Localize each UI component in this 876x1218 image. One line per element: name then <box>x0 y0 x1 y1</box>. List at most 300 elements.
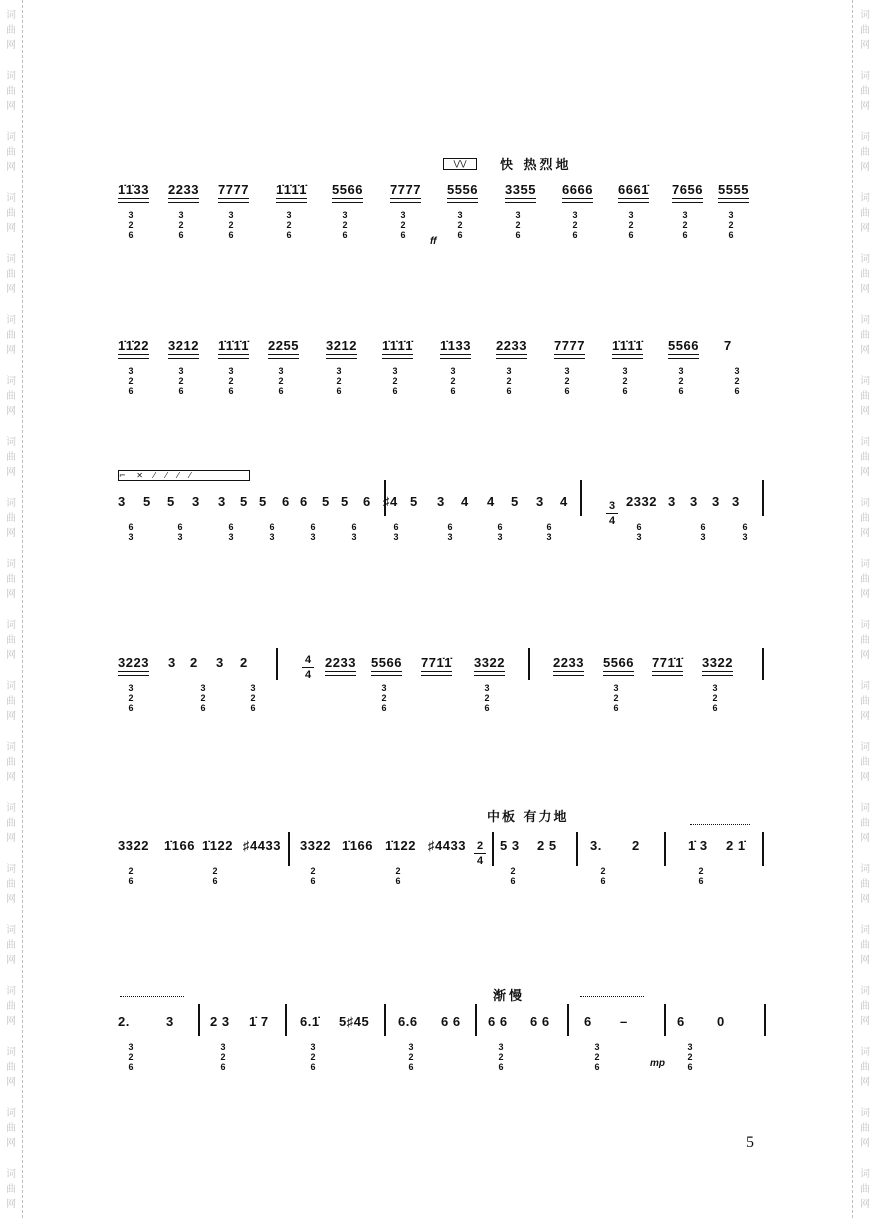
watermark-char: 曲 <box>6 513 16 524</box>
note-group <box>168 182 199 203</box>
watermark-char: 词 <box>6 1108 16 1119</box>
note-group <box>300 1014 320 1029</box>
watermark-char: 词 <box>6 132 16 143</box>
watermark-char: 曲 <box>6 696 16 707</box>
time-signature-bottom: 4 <box>304 669 312 681</box>
harmony-stack: 3 2 6 <box>628 210 634 240</box>
note-text: 2 3 <box>210 1014 230 1029</box>
right-watermark-column <box>856 0 874 1218</box>
harmony-stack: 6 3 <box>310 522 316 542</box>
note-group <box>118 182 149 203</box>
note-group <box>500 838 520 853</box>
bowing-bracket-icon: ⌐ ✕ ⁄ ⁄ ⁄ ⁄ <box>118 470 250 481</box>
note-text: 2233 <box>496 338 527 353</box>
note-text: 3 <box>166 1014 174 1029</box>
harmony-stack: 2 6 <box>310 866 316 886</box>
watermark-char: 曲 <box>6 452 16 463</box>
beam-underline <box>505 198 536 203</box>
beam-underline <box>118 198 149 203</box>
barline <box>285 1004 287 1036</box>
barline <box>764 1004 766 1036</box>
note-text: 3 <box>118 494 126 509</box>
note-text: 6 6 <box>530 1014 550 1029</box>
note-text: 3212 <box>326 338 357 353</box>
note-text: 5566 <box>371 655 402 670</box>
harmony-stack: 3 2 6 <box>178 210 184 240</box>
watermark-char: 网 <box>6 1138 16 1149</box>
note-text: 6 <box>677 1014 685 1029</box>
watermark-char: 词 <box>860 925 870 936</box>
beam-underline <box>218 198 249 203</box>
note-group <box>240 655 248 670</box>
harmony-stack: 3 2 6 <box>220 1042 226 1072</box>
note-group <box>461 494 469 509</box>
watermark-char: 词 <box>6 803 16 814</box>
note-group <box>341 494 349 509</box>
note-group <box>536 494 544 509</box>
note-text: 3355 <box>505 182 536 197</box>
barline <box>762 480 764 516</box>
harmony-stack: 6 3 <box>636 522 642 542</box>
note-text: 5566 <box>668 338 699 353</box>
harmony-stack: 2 6 <box>698 866 704 886</box>
watermark-char: 网 <box>6 528 16 539</box>
harmony-stack: 2 6 <box>212 866 218 886</box>
note-text: 6 <box>300 494 308 509</box>
watermark-char: 曲 <box>6 25 16 36</box>
note-group <box>440 338 471 359</box>
harmony-stack: 3 2 6 <box>128 366 134 396</box>
beam-underline <box>325 671 356 676</box>
watermark-char: 网 <box>6 406 16 417</box>
watermark-char: 曲 <box>860 757 870 768</box>
harmony-stack: 3 2 6 <box>250 683 256 713</box>
note-group <box>210 1014 230 1029</box>
beam-underline <box>168 354 199 359</box>
watermark-char: 网 <box>860 772 870 783</box>
note-group <box>276 182 307 203</box>
note-text: 7 <box>724 338 732 353</box>
note-group <box>190 655 198 670</box>
note-text: 1̇122 <box>202 838 233 853</box>
harmony-stack: 3 2 6 <box>200 683 206 713</box>
time-signature <box>606 500 618 527</box>
watermark-char: 词 <box>860 620 870 631</box>
watermark-char: 词 <box>860 681 870 692</box>
watermark-char: 网 <box>860 40 870 51</box>
harmony-stack: 3 2 6 <box>457 210 463 240</box>
watermark-char: 词 <box>860 559 870 570</box>
watermark-char: 曲 <box>6 1184 16 1195</box>
watermark-char: 网 <box>6 589 16 600</box>
watermark-char: 曲 <box>6 391 16 402</box>
watermark-char: 曲 <box>860 330 870 341</box>
time-signature-rule <box>302 667 314 668</box>
beam-underline <box>421 671 452 676</box>
note-group <box>537 838 557 853</box>
note-group <box>385 838 416 853</box>
beam-underline <box>382 354 413 359</box>
note-text: 1̇ 7 <box>249 1014 269 1029</box>
note-group <box>282 494 290 509</box>
note-text: 5 <box>143 494 151 509</box>
harmony-stack: 6 3 <box>447 522 453 542</box>
beam-underline <box>168 198 199 203</box>
watermark-char: 网 <box>860 894 870 905</box>
note-group <box>168 655 176 670</box>
watermark-char: 网 <box>860 284 870 295</box>
watermark-char: 词 <box>6 193 16 204</box>
note-text: 3 <box>437 494 445 509</box>
note-group <box>672 182 703 203</box>
note-text: 2332 <box>626 494 657 509</box>
note-group <box>554 338 585 359</box>
note-text: 1̇166 <box>164 838 195 853</box>
note-group <box>322 494 330 509</box>
beam-underline <box>553 671 584 676</box>
note-group <box>668 494 676 509</box>
note-text: 0 <box>717 1014 725 1029</box>
tempo-marking: 快 热烈地 <box>500 158 572 173</box>
watermark-char: 词 <box>6 559 16 570</box>
watermark-char: 词 <box>6 71 16 82</box>
note-group <box>325 655 356 676</box>
harmony-stack: 3 2 6 <box>613 683 619 713</box>
harmony-stack: 3 2 6 <box>392 366 398 396</box>
note-group <box>421 655 452 676</box>
time-signature-top: 3 <box>608 500 616 512</box>
note-text: 3 <box>668 494 676 509</box>
note-group <box>612 338 643 359</box>
watermark-char: 曲 <box>6 147 16 158</box>
barline <box>576 832 578 866</box>
note-group <box>398 1014 418 1029</box>
barline <box>492 832 494 866</box>
watermark-char: 曲 <box>860 635 870 646</box>
note-group <box>447 182 478 203</box>
note-group <box>488 1014 508 1029</box>
watermark-char: 网 <box>860 1016 870 1027</box>
note-group <box>724 338 732 353</box>
note-text: 5 <box>322 494 330 509</box>
harmony-stack: 3 2 6 <box>228 366 234 396</box>
note-group <box>218 494 226 509</box>
note-group <box>300 838 331 853</box>
beam-underline <box>618 198 649 203</box>
watermark-char: 网 <box>6 40 16 51</box>
note-group <box>342 838 373 853</box>
harmony-stack: 3 2 6 <box>515 210 521 240</box>
watermark-char: 词 <box>860 10 870 21</box>
beam-underline <box>554 354 585 359</box>
watermark-char: 网 <box>860 467 870 478</box>
watermark-char: 网 <box>860 162 870 173</box>
note-text: 2233 <box>325 655 356 670</box>
beam-underline <box>390 198 421 203</box>
note-group <box>300 494 308 509</box>
harmony-stack: 3 2 6 <box>564 366 570 396</box>
watermark-char: 词 <box>6 620 16 631</box>
time-signature-rule <box>474 853 486 854</box>
harmony-stack: 6 3 <box>546 522 552 542</box>
watermark-char: 曲 <box>860 25 870 36</box>
harmony-stack: 3 2 6 <box>622 366 628 396</box>
barline <box>528 648 530 680</box>
barline <box>664 832 666 866</box>
note-group <box>428 838 466 853</box>
beam-underline <box>652 671 683 676</box>
watermark-char: 曲 <box>860 818 870 829</box>
note-group <box>143 494 151 509</box>
harmony-stack: 3 2 6 <box>310 1042 316 1072</box>
right-margin-line <box>852 0 853 1218</box>
watermark-char: 曲 <box>6 86 16 97</box>
note-group <box>218 182 249 203</box>
page-number: 5 <box>746 1134 754 1151</box>
left-margin-line <box>22 0 23 1218</box>
note-group <box>726 838 746 853</box>
watermark-char: 网 <box>6 955 16 966</box>
note-group <box>530 1014 550 1029</box>
beam-underline <box>326 354 357 359</box>
note-text: 1̇133 <box>440 338 471 353</box>
harmony-stack: 2 6 <box>395 866 401 886</box>
harmony-stack: 3 2 6 <box>734 366 740 396</box>
note-text: 5 <box>341 494 349 509</box>
harmony-stack: 6 3 <box>393 522 399 542</box>
tempo-marking-ritardando: 渐慢 <box>493 989 526 1004</box>
note-group <box>118 494 126 509</box>
note-group <box>192 494 200 509</box>
note-text: 2 5 <box>537 838 557 853</box>
watermark-char: 网 <box>860 223 870 234</box>
watermark-char: 网 <box>6 223 16 234</box>
time-signature <box>302 654 314 681</box>
note-group <box>268 338 299 359</box>
harmony-stack: 6 3 <box>177 522 183 542</box>
beam-underline <box>672 198 703 203</box>
note-text: 7777 <box>218 182 249 197</box>
note-group <box>474 655 505 676</box>
note-group <box>511 494 519 509</box>
watermark-char: 网 <box>860 528 870 539</box>
barline <box>384 1004 386 1036</box>
watermark-char: 词 <box>860 864 870 875</box>
harmony-stack: 2 6 <box>600 866 606 886</box>
beam-underline <box>474 671 505 676</box>
note-group <box>240 494 248 509</box>
note-text: 2233 <box>553 655 584 670</box>
note-group <box>168 338 199 359</box>
beam-underline <box>447 198 478 203</box>
watermark-char: 曲 <box>6 879 16 890</box>
harmony-stack: 3 2 6 <box>682 210 688 240</box>
note-group <box>218 338 249 359</box>
beam-underline <box>718 198 749 203</box>
harmony-stack: 3 2 6 <box>484 683 490 713</box>
note-group <box>487 494 495 509</box>
note-group <box>652 655 683 676</box>
watermark-char: 词 <box>6 986 16 997</box>
note-text: 5 <box>511 494 519 509</box>
note-text: 6661̇ <box>618 182 649 197</box>
note-text: 771̇1̇ <box>652 655 683 670</box>
harmony-stack: 3 2 6 <box>712 683 718 713</box>
note-group <box>371 655 402 676</box>
harmony-stack: 6 3 <box>128 522 134 542</box>
watermark-char: 曲 <box>6 940 16 951</box>
watermark-char: 词 <box>860 193 870 204</box>
watermark-char: 词 <box>860 254 870 265</box>
note-text: 6 <box>282 494 290 509</box>
note-group <box>732 494 740 509</box>
note-text: 3322 <box>474 655 505 670</box>
note-group <box>118 838 149 853</box>
harmony-stack: 3 2 6 <box>278 366 284 396</box>
watermark-char: 曲 <box>860 1001 870 1012</box>
watermark-char: 曲 <box>860 513 870 524</box>
note-text: 771̇1̇ <box>421 655 452 670</box>
harmony-stack: 6 3 <box>742 522 748 542</box>
beam-underline <box>496 354 527 359</box>
note-text: 6666 <box>562 182 593 197</box>
watermark-char: 曲 <box>860 86 870 97</box>
watermark-char: 词 <box>860 986 870 997</box>
barline <box>198 1004 200 1036</box>
harmony-stack: 6 3 <box>351 522 357 542</box>
harmony-stack: 2 6 <box>510 866 516 886</box>
note-group <box>410 494 418 509</box>
note-group <box>562 182 593 203</box>
note-group <box>382 338 413 359</box>
note-group <box>668 338 699 359</box>
harmony-stack: 3 2 6 <box>506 366 512 396</box>
note-group <box>590 838 602 853</box>
watermark-char: 曲 <box>860 269 870 280</box>
beam-underline <box>268 354 299 359</box>
note-text: 3322 <box>118 838 149 853</box>
note-group <box>166 1014 174 1029</box>
note-text: 5 <box>167 494 175 509</box>
note-text: 3223 <box>118 655 149 670</box>
note-group <box>505 182 536 203</box>
note-group <box>620 1014 628 1029</box>
watermark-char: 曲 <box>860 208 870 219</box>
watermark-char: 曲 <box>6 208 16 219</box>
watermark-char: 曲 <box>860 696 870 707</box>
note-group <box>437 494 445 509</box>
note-group <box>496 338 527 359</box>
barline <box>762 832 764 866</box>
note-text: 2 1̇ <box>726 838 746 853</box>
note-text: ♯4433 <box>243 838 281 853</box>
watermark-char: 词 <box>860 315 870 326</box>
harmony-stack: 3 2 6 <box>450 366 456 396</box>
watermark-char: 曲 <box>6 1123 16 1134</box>
note-group <box>677 1014 685 1029</box>
note-group <box>326 338 357 359</box>
watermark-char: 曲 <box>6 1001 16 1012</box>
note-group <box>390 182 421 203</box>
note-text: 5556 <box>447 182 478 197</box>
watermark-char: 网 <box>860 406 870 417</box>
watermark-char: 网 <box>6 772 16 783</box>
harmony-stack: 3 2 6 <box>678 366 684 396</box>
note-text: 2233 <box>168 182 199 197</box>
note-text: 7777 <box>390 182 421 197</box>
watermark-char: 网 <box>6 650 16 661</box>
barline <box>276 648 278 680</box>
note-text: 5555 <box>718 182 749 197</box>
note-group <box>202 838 233 853</box>
note-group <box>626 494 657 509</box>
note-text: 5566 <box>332 182 363 197</box>
note-group <box>632 838 640 853</box>
watermark-char: 网 <box>6 345 16 356</box>
watermark-char: 词 <box>860 1108 870 1119</box>
note-group <box>560 494 568 509</box>
watermark-char: 词 <box>860 803 870 814</box>
note-text: 3 <box>536 494 544 509</box>
watermark-char: 词 <box>6 742 16 753</box>
note-text: 2 <box>240 655 248 670</box>
watermark-char: 词 <box>6 1169 16 1180</box>
watermark-char: 曲 <box>6 757 16 768</box>
note-text: 4 <box>560 494 568 509</box>
note-text: 6.1̇ <box>300 1014 320 1029</box>
watermark-char: 曲 <box>860 1123 870 1134</box>
note-group <box>243 838 281 853</box>
watermark-char: 网 <box>860 711 870 722</box>
beam-underline <box>218 354 249 359</box>
note-group <box>688 838 708 853</box>
note-text: – <box>620 1014 628 1029</box>
watermark-char: 词 <box>6 864 16 875</box>
beam-underline <box>371 671 402 676</box>
harmony-stack: 3 2 6 <box>178 366 184 396</box>
note-text: 7777 <box>554 338 585 353</box>
note-group <box>712 494 720 509</box>
note-text: 6 <box>584 1014 592 1029</box>
note-text: 1̇ 3 <box>688 838 708 853</box>
watermark-char: 词 <box>860 1047 870 1058</box>
note-text: 1̇1̇33 <box>118 182 149 197</box>
watermark-char: 词 <box>6 376 16 387</box>
watermark-char: 网 <box>6 894 16 905</box>
watermark-char: 词 <box>6 681 16 692</box>
watermark-char: 词 <box>6 254 16 265</box>
watermark-char: 词 <box>860 71 870 82</box>
note-group <box>118 1014 130 1029</box>
note-text: 2255 <box>268 338 299 353</box>
note-text: 1̇1̇1̇1̇ <box>382 338 413 353</box>
note-group <box>690 494 698 509</box>
watermark-char: 词 <box>860 742 870 753</box>
watermark-char: 曲 <box>6 330 16 341</box>
time-signature-top: 4 <box>304 654 312 666</box>
watermark-char: 网 <box>860 650 870 661</box>
note-group <box>702 655 733 676</box>
harmony-stack: 3 2 6 <box>687 1042 693 1072</box>
harmony-stack: 3 2 6 <box>286 210 292 240</box>
note-group <box>553 655 584 676</box>
watermark-char: 词 <box>6 10 16 21</box>
note-text: 3. <box>590 838 602 853</box>
time-signature <box>474 840 486 867</box>
note-text: 3212 <box>168 338 199 353</box>
watermark-char: 曲 <box>6 269 16 280</box>
barline <box>475 1004 477 1036</box>
